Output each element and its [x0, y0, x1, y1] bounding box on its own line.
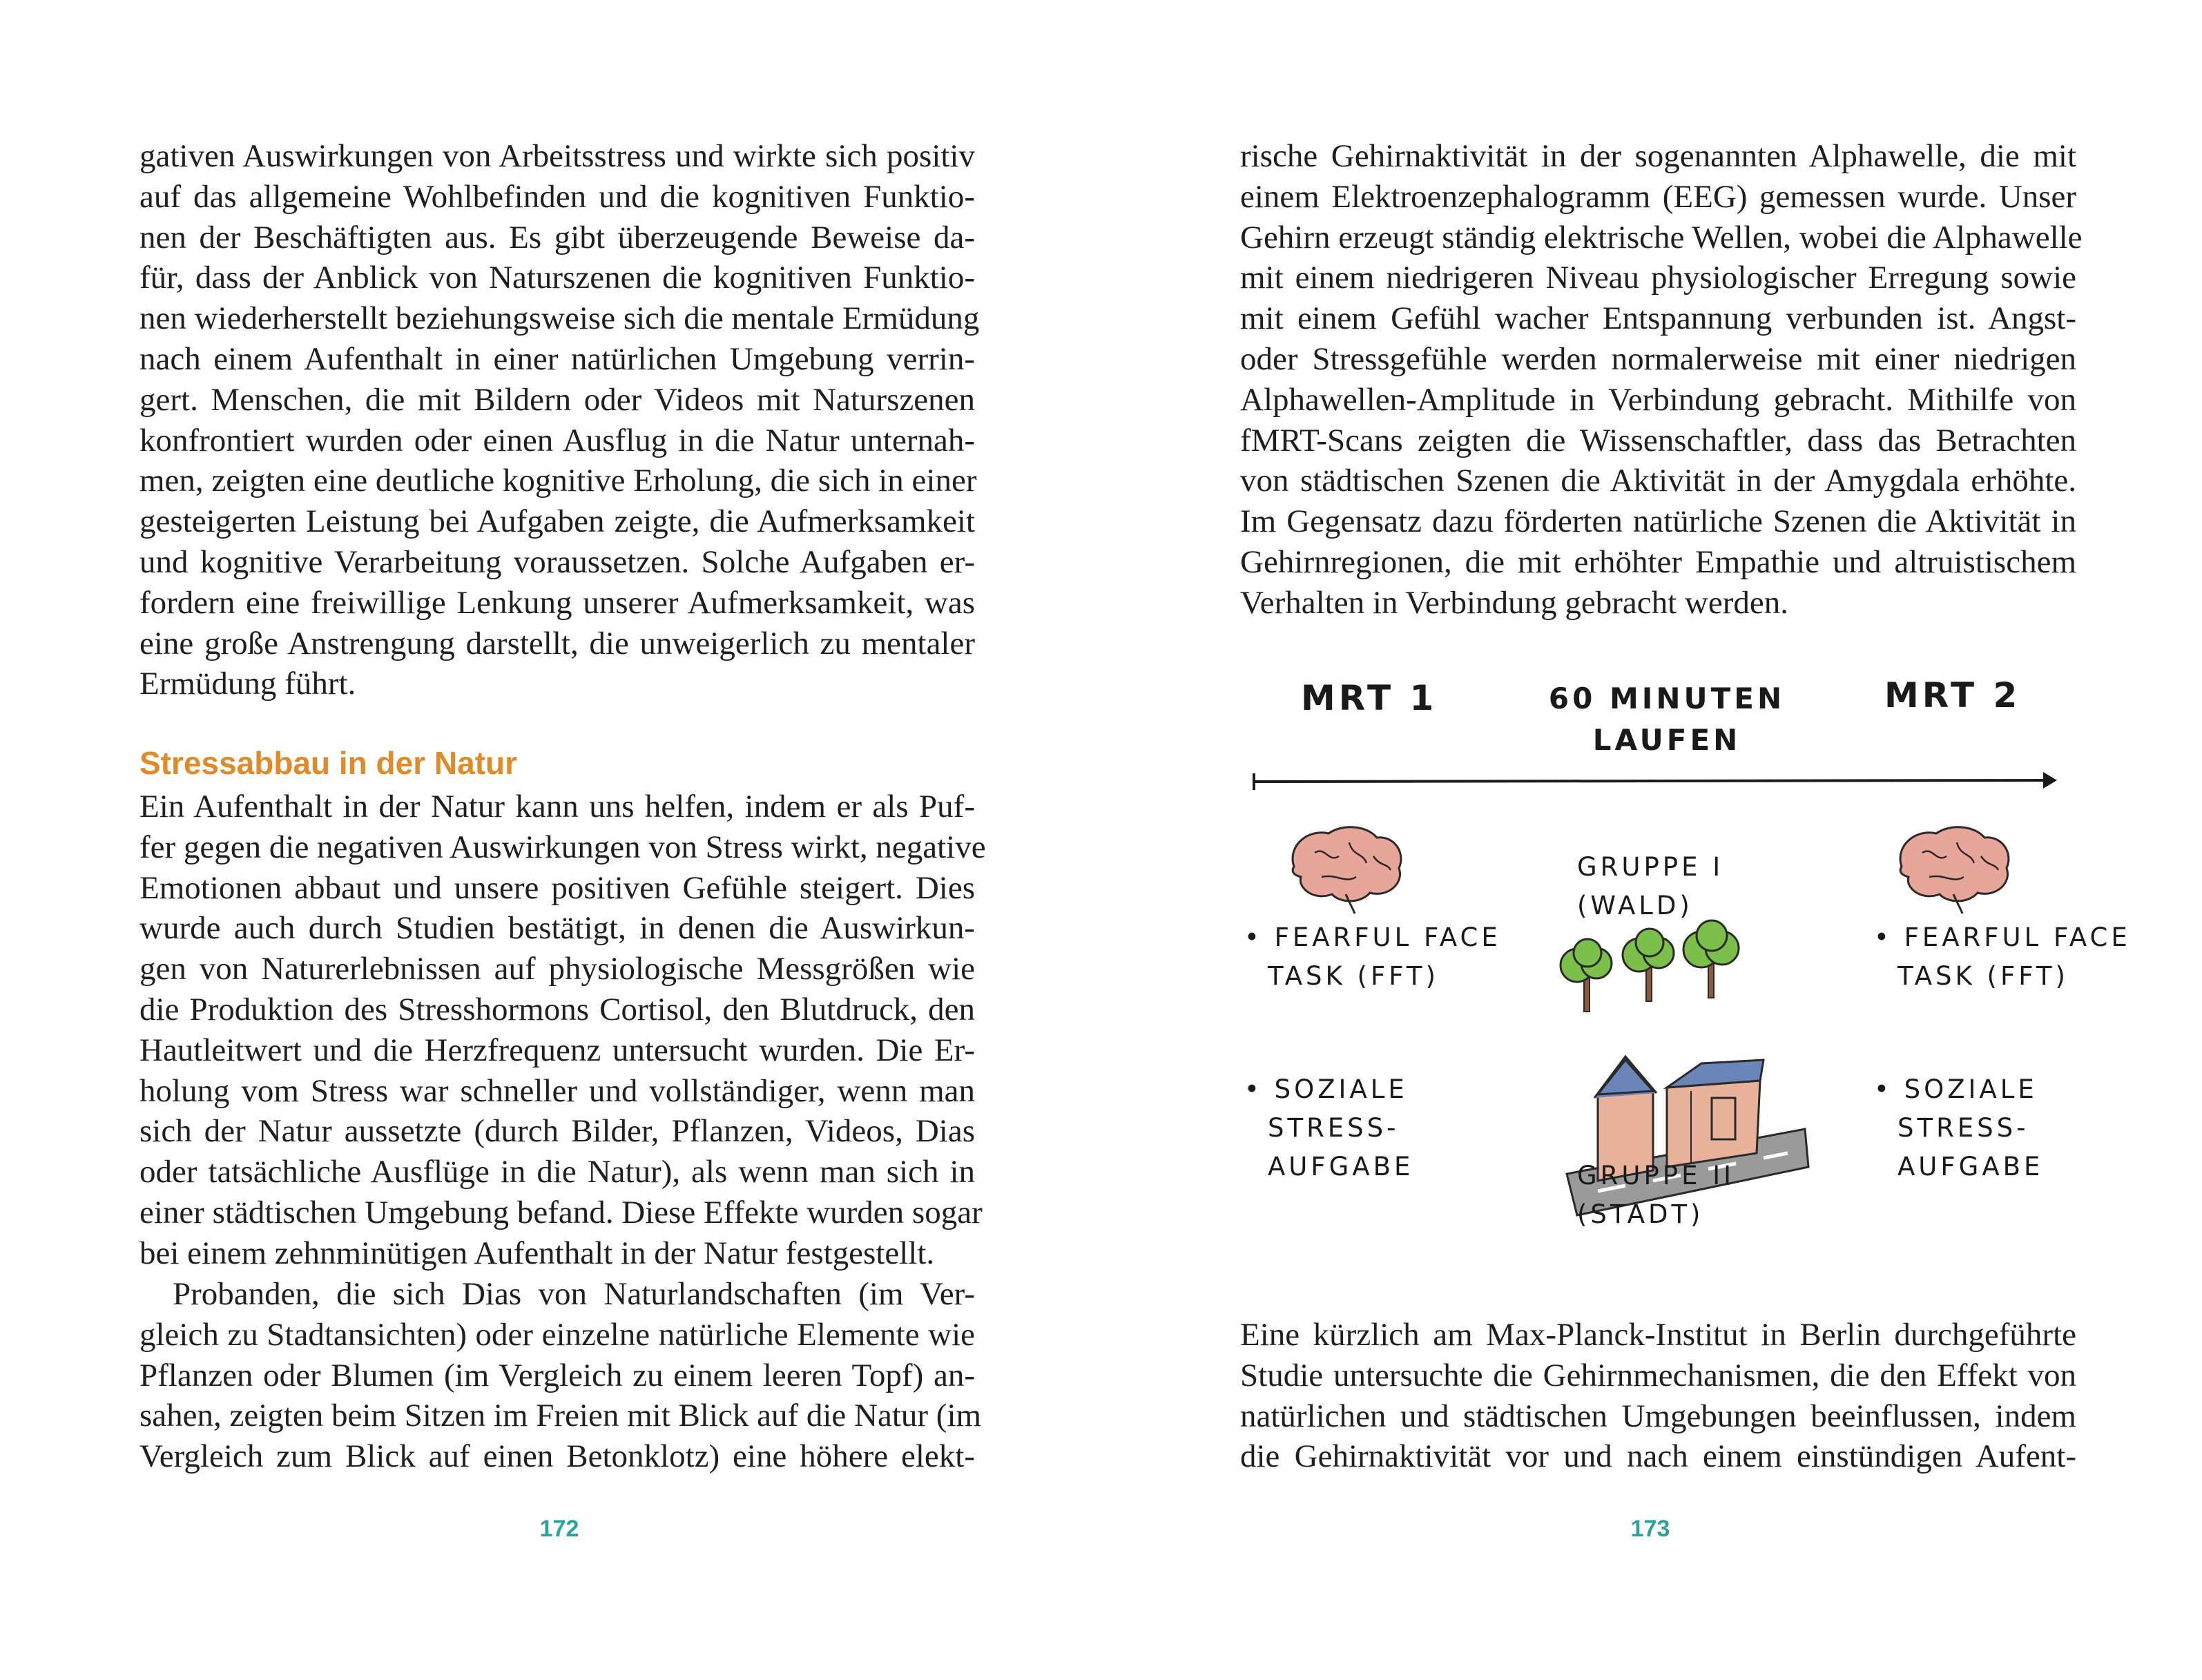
task-stress-right-line-1: • SOZIALE [1874, 1074, 2038, 1104]
group2-label [1577, 1157, 1735, 1234]
text-line: Studie untersuchte die Gehirnmechanismen, die den Effekt von [1240, 1357, 2076, 1393]
text-line: oder Stressgefühle werden normalerweise mit einer niedrigen [1240, 340, 2076, 377]
text-line: oder tatsächliche Ausflüge in die Natur), als wenn man sich in [139, 1154, 975, 1190]
task-stress-right-line-3: AUFGABE [1897, 1152, 2044, 1181]
text-line: eine große Anstrengung darstellt, die unweigerlich zu mentaler [139, 625, 975, 662]
group1-line-1: GRUPPE I [1577, 852, 1724, 882]
duration-line-2: LAUFEN [1592, 723, 1741, 757]
text-line: rische Gehirnaktivität in der sogenannten Alphawelle, die mit [1240, 138, 2076, 174]
section-heading: Stressabbau in der Natur [139, 745, 518, 781]
left-paragraph-1 [139, 136, 980, 704]
text-line: Gehirn erzeugt ständig elektrische Wellen, wobei die Alphawelle [1240, 219, 2083, 255]
text-line: Vergleich zum Blick auf einen Betonklotz) eine höhere elekt- [139, 1438, 975, 1475]
group1-line-2: (WALD) [1577, 891, 1693, 920]
text-line: sahen, zeigten beim Sitzen im Freien mit Blick auf die Natur (im [139, 1398, 982, 1434]
task-fft-right [1874, 918, 2131, 996]
text-line: Pflanzen oder Blumen (im Vergleich zu einem leeren Topf) an- [139, 1357, 975, 1393]
left-paragraph-3 [139, 1274, 982, 1477]
text-line: holung vom Stress war schneller und vollständiger, wenn man [139, 1072, 975, 1109]
task-stress-left-line-3: AUFGABE [1268, 1152, 1414, 1181]
text-line: fer gegen die negativen Auswirkungen von Stress wirkt, negative [139, 829, 986, 865]
text-line: mit einem niedrigeren Niveau physiologischer Erregung sowie [1240, 260, 2076, 296]
text-line: gativen Auswirkungen von Arbeitsstress und wirkte sich positiv [139, 138, 975, 174]
text-line: gesteigerten Leistung bei Aufgaben zeigte, die Aufmerksamkeit [139, 503, 975, 540]
text-line: Probanden, die sich Dias von Naturlandschaften (im Ver- [173, 1276, 975, 1312]
group2-line-1: GRUPPE II [1577, 1161, 1735, 1190]
text-line: sich der Natur aussetzte (durch Bilder, Pflanzen, Videos, Dias [139, 1113, 975, 1150]
text-line: nach einem Aufenthalt in einer natürlichen Umgebung verrin- [139, 340, 975, 377]
text-line: und kognitive Verarbeitung voraussetzen. Solche Aufgaben er- [139, 543, 975, 580]
brain-icon-right [1900, 827, 2009, 914]
page-number-left: 172 [539, 1516, 579, 1542]
task-fft-left-line-2: TASK (FFT) [1268, 961, 1439, 991]
task-stress-left-line-1: • SOZIALE [1244, 1074, 1408, 1104]
duration-label [1536, 678, 1798, 761]
text-line: Im Gegensatz dazu förderten natürliche Szenen die Aktivität in [1240, 503, 2076, 540]
text-line: konfrontiert wurden oder einen Ausflug in die Natur unternah- [139, 422, 975, 458]
task-stress-left [1244, 1070, 1413, 1186]
group2-line-2: (STADT) [1577, 1199, 1704, 1229]
text-line: gen von Naturerlebnissen auf physiologische Messgrößen wie [139, 951, 975, 987]
text-line: auf das allgemeine Wohlbefinden und die kognitiven Funktio- [139, 178, 975, 215]
timeline-arrow-icon [1254, 772, 2057, 790]
text-line: wurde auch durch Studien bestätigt, in denen die Auswirkun- [139, 910, 975, 947]
text-line: Eine kürzlich am Max-Planck-Institut in Berlin durchgeführte [1240, 1317, 2076, 1353]
task-fft-right-line-2: TASK (FFT) [1897, 961, 2069, 991]
task-fft-left [1244, 918, 1501, 996]
text-line: Alphawellen-Amplitude in Verbindung gebracht. Mithilfe von [1240, 381, 2076, 418]
duration-line-1: 60 MINUTEN [1548, 682, 1786, 715]
text-line: bei einem zehnminütigen Aufenthalt in der Natur festgestellt. [139, 1235, 935, 1271]
task-stress-right [1874, 1070, 2043, 1186]
text-line: die Gehirnaktivität vor und nach einem einstündigen Aufent- [1240, 1438, 2076, 1475]
page-number-right: 173 [1630, 1516, 1670, 1542]
trees-icon [1561, 920, 1739, 1012]
text-line: einem Elektroenzephalogramm (EEG) gemessen wurde. Unser [1240, 178, 2076, 215]
text-line: fordern eine freiwillige Lenkung unserer Aufmerksamkeit, was [139, 584, 975, 621]
brain-icon-left [1293, 827, 1401, 914]
left-paragraph-2 [139, 786, 986, 1274]
task-stress-left-line-2: STRESS- [1268, 1113, 1400, 1143]
text-line: Hautleitwert und die Herzfrequenz untersucht wurden. Die Er- [139, 1032, 975, 1068]
group1-label [1577, 848, 1723, 925]
text-line: für, dass der Anblick von Naturszenen die kognitiven Funktio- [139, 260, 975, 296]
text-line: nen der Beschäftigten aus. Es gibt überzeugende Beweise da- [139, 219, 975, 255]
text-line: natürlichen und städtischen Umgebungen beeinflussen, indem [1240, 1398, 2076, 1434]
text-line: gert. Menschen, die mit Bildern oder Videos mit Naturszenen [139, 381, 975, 418]
text-line: die Produktion des Stresshormons Cortisol, den Blutdruck, den [139, 991, 975, 1027]
task-fft-right-line-1: • FEARFUL FACE [1874, 923, 2131, 952]
text-line: Gehirnregionen, die mit erhöhter Empathie und altruistischem [1240, 543, 2076, 580]
text-line: mit einem Gefühl wacher Entspannung verbunden ist. Angst- [1240, 300, 2076, 337]
text-line: Verhalten in Verbindung gebracht werden. [1240, 584, 1788, 621]
right-paragraph-2 [1240, 1315, 2076, 1477]
text-line: Ein Aufenthalt in der Natur kann uns helfen, indem er als Puf- [139, 789, 975, 824]
text-line: einer städtischen Umgebung befand. Diese Effekte wurden sogar [139, 1194, 983, 1230]
task-fft-left-line-1: • FEARFUL FACE [1244, 923, 1501, 952]
study-illustration [1239, 663, 2131, 1271]
text-line: men, zeigten eine deutliche kognitive Erholung, die sich in einer [139, 463, 977, 499]
text-line: nen wiederherstellt beziehungsweise sich die mentale Ermüdung [139, 300, 980, 337]
text-line: Ermüdung führt. [139, 666, 356, 702]
text-line: gleich zu Stadtansichten) oder einzelne natürliche Elemente wie [139, 1316, 975, 1353]
right-paragraph-1 [1240, 136, 2083, 624]
mrt1-label: MRT 1 [1301, 678, 1438, 718]
text-line: von städtischen Szenen die Aktivität in der Amygdala erhöhte. [1240, 463, 2076, 499]
task-stress-right-line-2: STRESS- [1897, 1113, 2029, 1143]
mrt2-label: MRT 2 [1884, 675, 2021, 715]
text-line: fMRT-Scans zeigten die Wissenschaftler, dass das Betrachten [1240, 422, 2076, 458]
text-line: Emotionen abbaut und unsere positiven Gefühle steigert. Dies [139, 869, 975, 906]
